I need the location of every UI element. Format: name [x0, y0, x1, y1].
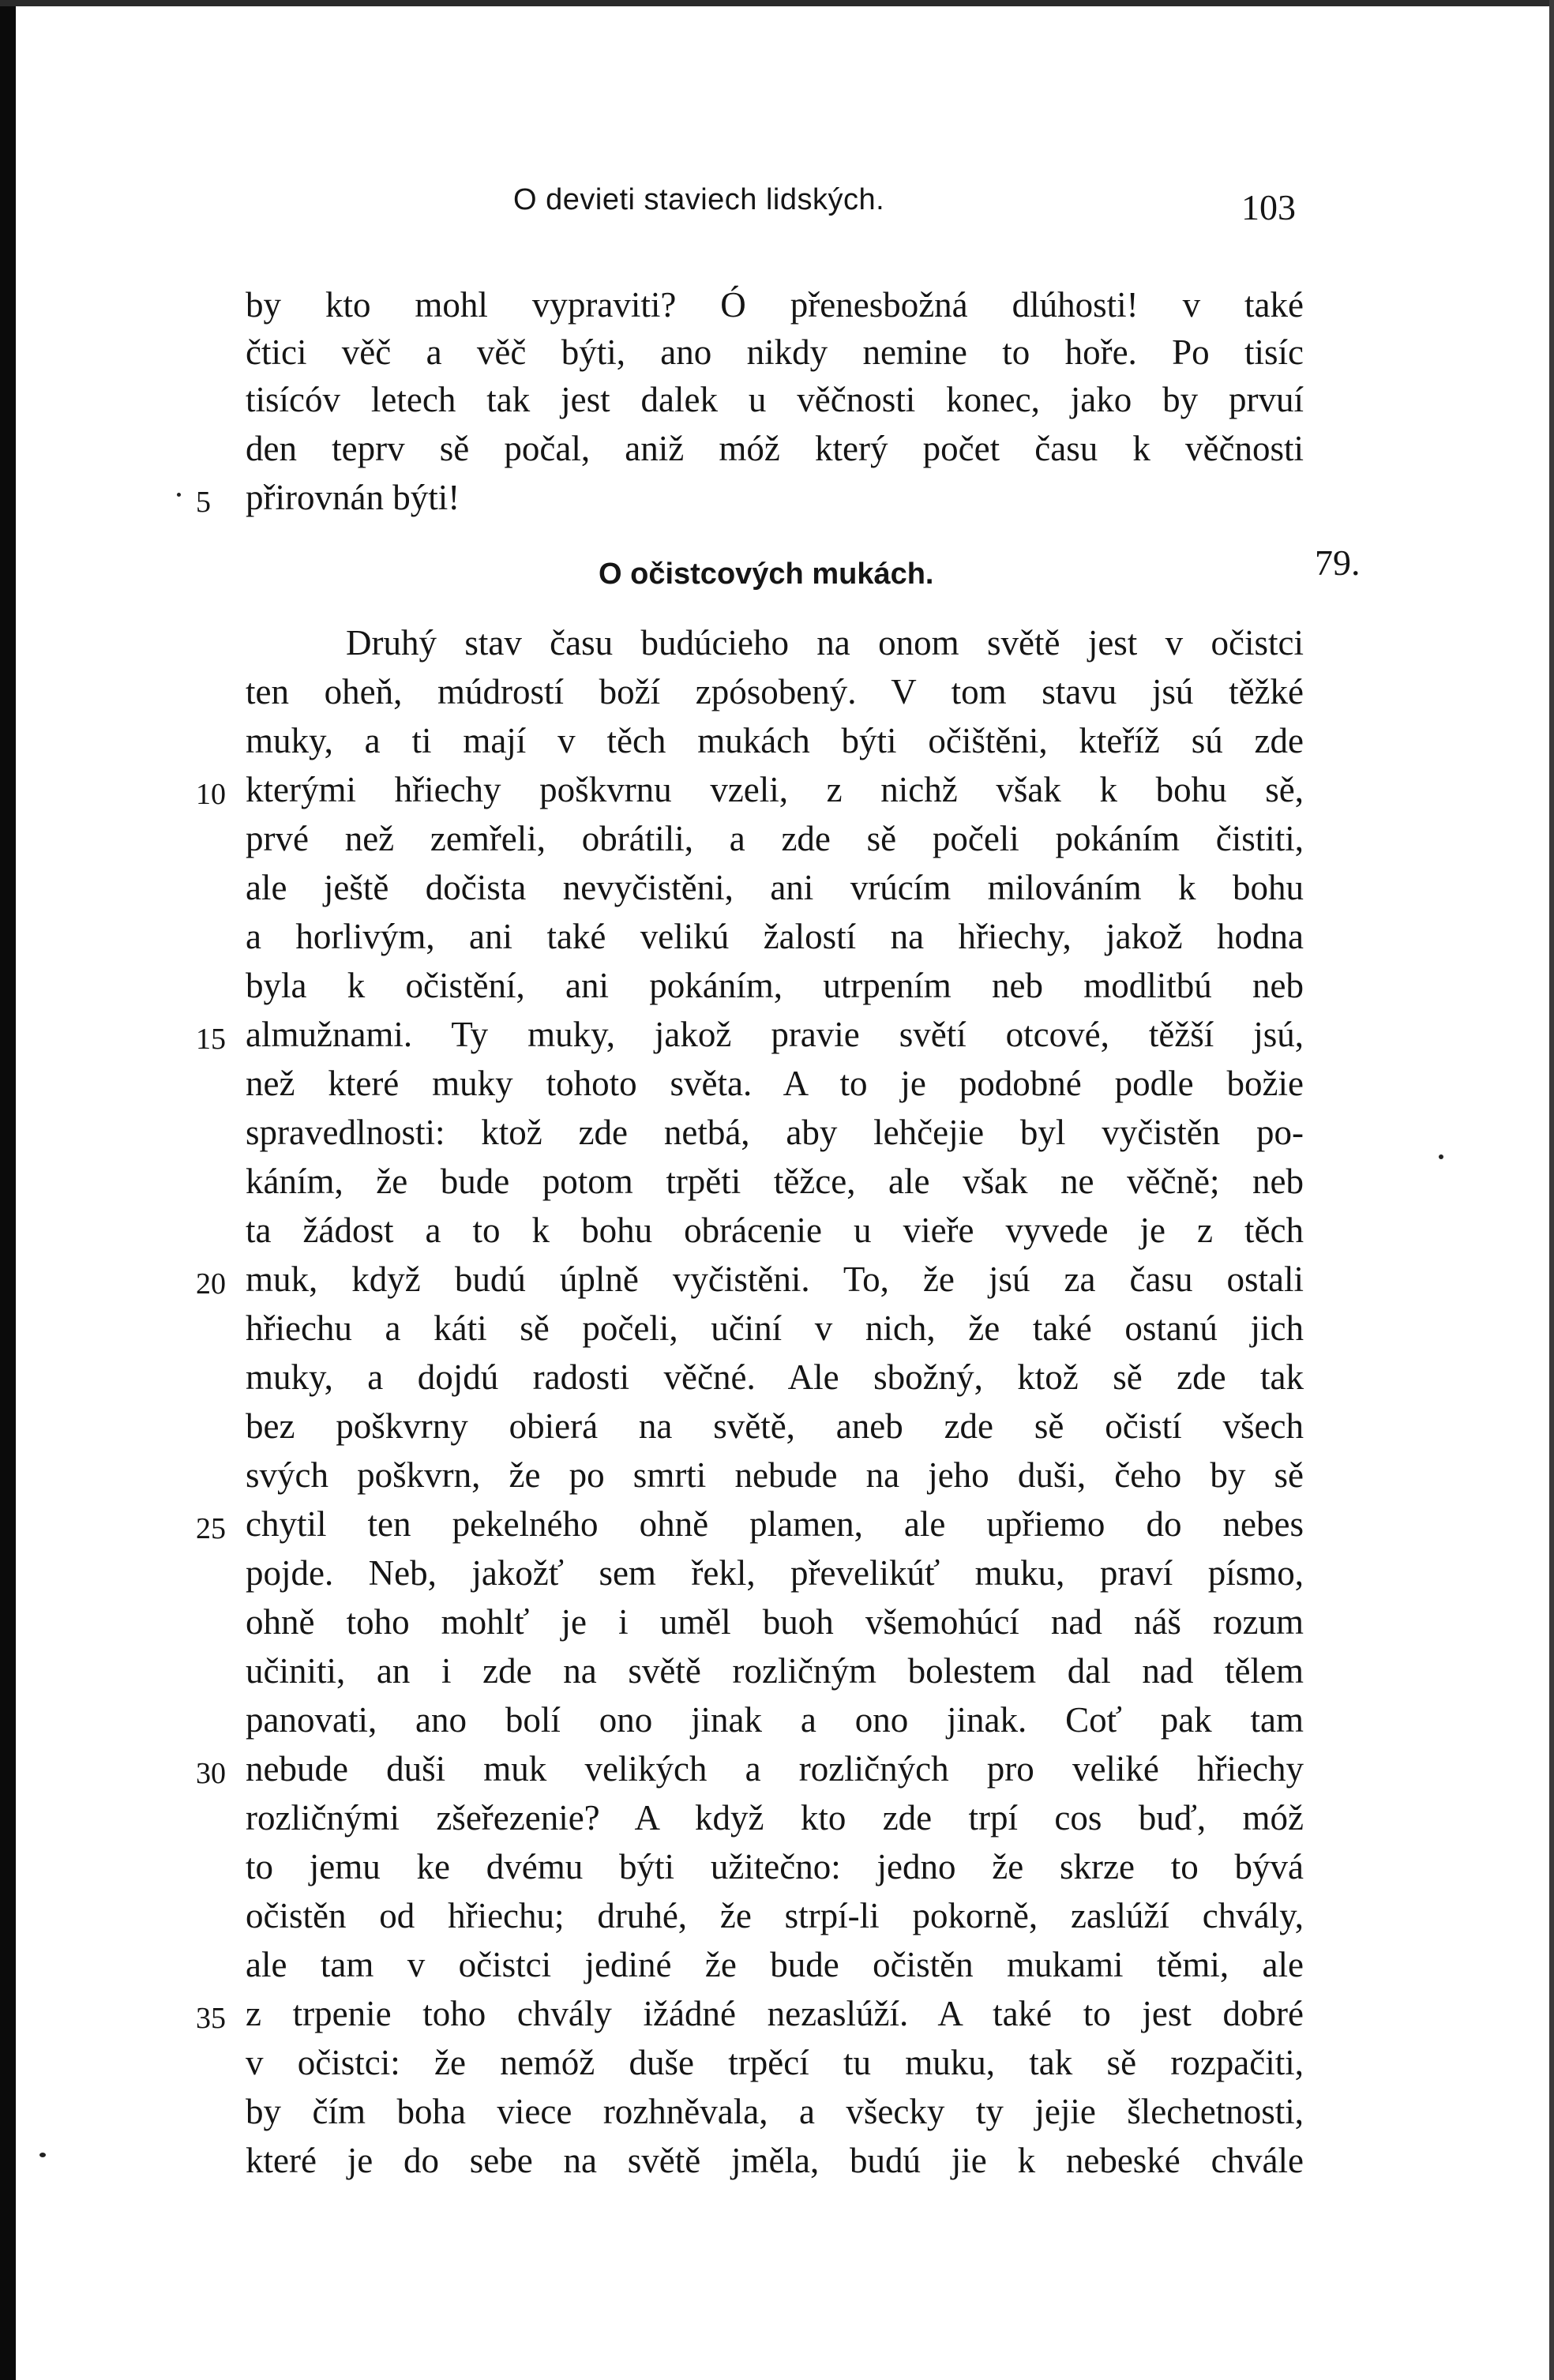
line-number: 25	[196, 1512, 226, 1545]
text-line: ale ještě dočista nevyčistěni, ani vrúcím milováním k bohu	[246, 868, 1304, 907]
scan-border-top	[0, 0, 1554, 6]
text-line: kterými hřiechy poškvrnu vzeli, z nichž však k bohu sě,	[246, 770, 1304, 809]
text-line: z trpenie toho chvály ižádné nezaslúží. A také to jest dobré	[246, 1994, 1304, 2033]
text-line: učiniti, an i zde na světě rozličným bolestem dal nad tělem	[246, 1651, 1304, 1691]
line-number: 35	[196, 2002, 226, 2035]
text-line: to jemu ke dvému býti užitečno: jedno že skrze to bývá	[246, 1847, 1304, 1886]
text-line: muk, když budú úplně vyčistěni. To, že jsú za času ostali	[246, 1259, 1304, 1299]
text-line: ohně toho mohlť je i uměl buoh všemohúcí nad náš rozum	[246, 1602, 1304, 1642]
text-line: panovati, ano bolí ono jinak a ono jinak. Coť pak tam	[246, 1700, 1304, 1740]
text-line: muky, a ti mají v těch mukách býti očištěni, kteříž sú zde	[246, 721, 1304, 760]
text-line: a horlivým, ani také velikú žalostí na hřiechy, jakož hodna	[246, 917, 1304, 956]
section-title: O očistcových mukách.	[599, 557, 934, 591]
scan-border-left	[0, 0, 16, 2380]
scan-speck	[177, 493, 181, 497]
text-line: chytil ten pekelného ohně plamen, ale upřiemo do nebes	[246, 1504, 1304, 1544]
text-line: ale tam v očistci jediné že bude očistěn mukami těmi, ale	[246, 1945, 1304, 1984]
scan-speck	[39, 2153, 46, 2157]
text-line: prvé než zemřeli, obrátili, a zde sě počeli pokáním čistiti,	[246, 819, 1304, 858]
text-line: bez poškvrny obierá na světě, aneb zde sě očistí všech	[246, 1406, 1304, 1446]
text-line: Druhý stav času budúcieho na onom světě jest v očistci	[346, 623, 1304, 663]
running-head: O devieti staviech lidských.	[513, 183, 885, 216]
margin-section-number: 79.	[1315, 542, 1361, 583]
line-number: 10	[196, 778, 226, 811]
text-line: muky, a dojdú radosti věčné. Ale sbožný, ktož sě zde tak	[246, 1357, 1304, 1397]
text-line: hřiechu a káti sě počeli, učiní v nich, že také ostanú jich	[246, 1308, 1304, 1348]
text-line: káním, že bude potom trpěti těžce, ale však ne věčně; neb	[246, 1162, 1304, 1201]
text-line: svých poškvrn, že po smrti nebude na jeho duši, čeho by sě	[246, 1455, 1304, 1495]
line-number: 5	[196, 486, 211, 519]
text-line: by čím boha viece rozhněvala, a všecky ty jejie šlechetnosti,	[246, 2092, 1304, 2131]
text-line: by kto mohl vypraviti? Ó přenesbožná dlúhosti! v také	[246, 285, 1304, 325]
text-line: pojde. Neb, jakožť sem řekl, převelikúť muku, praví písmo,	[246, 1553, 1304, 1593]
text-line: které je do sebe na světě jměla, budú jie k nebeské chvále	[246, 2141, 1304, 2180]
text-line: čtici věč a věč býti, ano nikdy nemine to hoře. Po tisíc	[246, 332, 1304, 372]
text-line: v očistci: že nemóž duše trpěcí tu muku, tak sě rozpačiti,	[246, 2043, 1304, 2082]
line-number: 30	[196, 1757, 226, 1790]
line-number: 20	[196, 1267, 226, 1301]
text-line: spravedlnosti: ktož zde netbá, aby lehčejie byl vyčistěn po-	[246, 1113, 1304, 1152]
text-line: než které muky tohoto světa. A to je podobné podle božie	[246, 1064, 1304, 1103]
scan-border-right	[1549, 0, 1554, 2380]
text-line: tisícóv letech tak jest dalek u věčnosti konec, jako by prvuí	[246, 380, 1304, 419]
text-line: den teprv sě počal, aniž móž který počet času k věčnosti	[246, 429, 1304, 468]
line-number: 15	[196, 1023, 226, 1056]
text-line: nebude duši muk velikých a rozličných pro veliké hřiechy	[246, 1749, 1304, 1789]
text-line: byla k očistění, ani pokáním, utrpením neb modlitbú neb	[246, 966, 1304, 1005]
scan-speck	[1439, 1154, 1443, 1159]
text-line: rozličnými zšeřezenie? A když kto zde trpí cos buď, móž	[246, 1798, 1304, 1838]
text-line: přirovnán býti!	[246, 478, 460, 517]
text-line: očistěn od hřiechu; druhé, že strpí-li pokorně, zaslúží chvály,	[246, 1896, 1304, 1935]
text-line: ta žádost a to k bohu obrácenie u vieře vyvede je z těch	[246, 1211, 1304, 1250]
text-line: ten oheň, múdrostí boží zpósobený. V tom stavu jsú těžké	[246, 672, 1304, 711]
text-line: almužnami. Ty muky, jakož pravie světí otcové, těžší jsú,	[246, 1015, 1304, 1054]
page-number: 103	[1241, 187, 1296, 227]
